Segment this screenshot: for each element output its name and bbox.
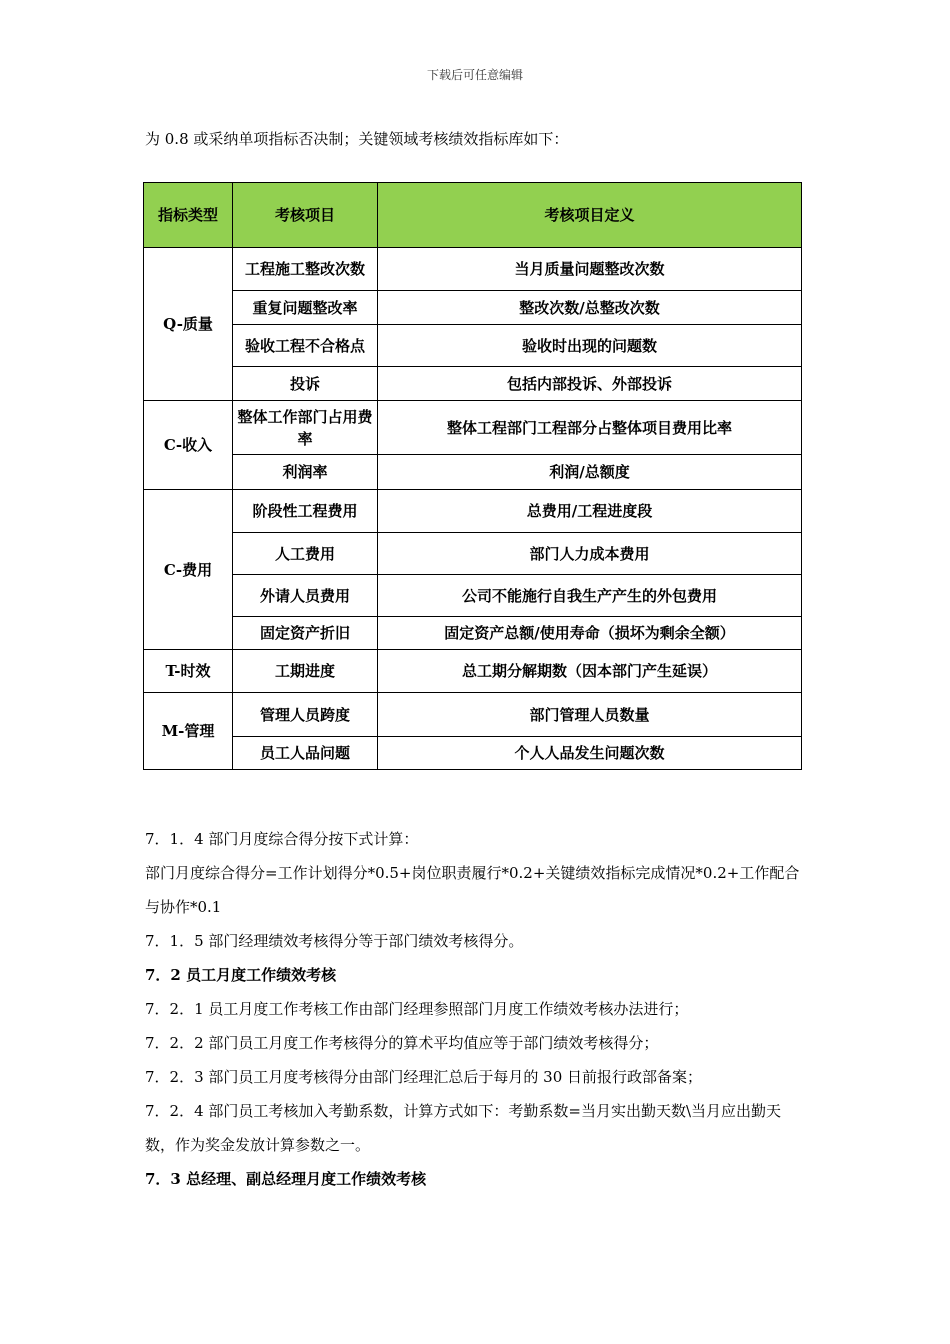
item-cell: 员工人品问题 (233, 737, 378, 770)
item-cell: 阶段性工程费用 (233, 490, 378, 533)
item-cell: 重复问题整改率 (233, 291, 378, 325)
paragraph: 7．2．4 部门员工考核加入考勤系数，计算方式如下：考勤系数=当月实出勤天数\当月应出勤天数，作为奖金发放计算参数之一。 (145, 1102, 782, 1154)
body-text (145, 822, 810, 1196)
definition-cell: 包括内部投诉、外部投诉 (378, 367, 802, 401)
definition-cell: 当月质量问题整改次数 (378, 248, 802, 291)
table-row (144, 367, 802, 401)
table-row (144, 693, 802, 737)
item-cell: 固定资产折旧 (233, 617, 378, 650)
table-header-row (144, 183, 802, 248)
definition-cell: 部门管理人员数量 (378, 693, 802, 737)
table-row (144, 490, 802, 533)
definition-cell: 验收时出现的问题数 (378, 325, 802, 367)
table-row (144, 325, 802, 367)
item-cell: 验收工程不合格点 (233, 325, 378, 367)
table-row (144, 248, 802, 291)
item-cell: 工期进度 (233, 650, 378, 693)
definition-cell: 总费用/工程进度段 (378, 490, 802, 533)
category-cell: C-费用 (144, 490, 233, 650)
kpi-table (143, 182, 802, 770)
paragraph: 7．1．4 部门月度综合得分按下式计算： (145, 830, 419, 848)
section-heading: 7．2 员工月度工作绩效考核 (145, 966, 337, 984)
definition-cell: 个人人品发生问题次数 (378, 737, 802, 770)
definition-cell: 整体工程部门工程部分占整体项目费用比率 (378, 401, 802, 455)
table-row (144, 617, 802, 650)
category-cell: T-时效 (144, 650, 233, 693)
section-heading: 7．3 总经理、副总经理月度工作绩效考核 (145, 1170, 427, 1188)
item-cell: 外请人员费用 (233, 575, 378, 617)
header-definition: 考核项目定义 (378, 183, 802, 248)
page-header: 下载后可任意编辑 (426, 68, 523, 82)
paragraph: 7．2．2 部门员工月度工作考核得分的算术平均值应等于部门绩效考核得分； (145, 1034, 659, 1052)
table-row (144, 401, 802, 455)
paragraph: 7．1．5 部门经理绩效考核得分等于部门绩效考核得分。 (145, 932, 524, 950)
category-cell: C-收入 (144, 401, 233, 490)
header-category: 指标类型 (144, 183, 233, 248)
intro-text: 为 0.8 或采纳单项指标否决制；关键领域考核绩效指标库如下： (145, 130, 569, 148)
item-cell: 人工费用 (233, 533, 378, 575)
definition-cell: 公司不能施行自我生产产生的外包费用 (378, 575, 802, 617)
table-row (144, 291, 802, 325)
definition-cell: 整改次数/总整改次数 (378, 291, 802, 325)
item-cell: 管理人员跨度 (233, 693, 378, 737)
item-cell: 投诉 (233, 367, 378, 401)
paragraph: 7．2．1 员工月度工作考核工作由部门经理参照部门月度工作绩效考核办法进行； (145, 1000, 689, 1018)
table-row (144, 455, 802, 490)
item-cell: 工程施工整改次数 (233, 248, 378, 291)
category-cell: Q-质量 (144, 248, 233, 401)
definition-cell: 利润/总额度 (378, 455, 802, 490)
table-row (144, 533, 802, 575)
category-cell: M-管理 (144, 693, 233, 770)
definition-cell: 总工期分解期数（因本部门产生延误） (378, 650, 802, 693)
item-cell: 利润率 (233, 455, 378, 490)
table-row (144, 575, 802, 617)
table-row (144, 737, 802, 770)
definition-cell: 部门人力成本费用 (378, 533, 802, 575)
definition-cell: 固定资产总额/使用寿命（损坏为剩余全额） (378, 617, 802, 650)
paragraph: 部门月度综合得分=工作计划得分*0.5+岗位职责履行*0.2+关键绩效指标完成情况*0.2+工作配合与协作*0.1 (145, 864, 800, 916)
header-item: 考核项目 (233, 183, 378, 248)
paragraph: 7．2．3 部门员工月度考核得分由部门经理汇总后于每月的 30 日前报行政部备案； (145, 1068, 703, 1086)
table-row (144, 650, 802, 693)
item-cell: 整体工作部门占用费率 (233, 401, 378, 455)
